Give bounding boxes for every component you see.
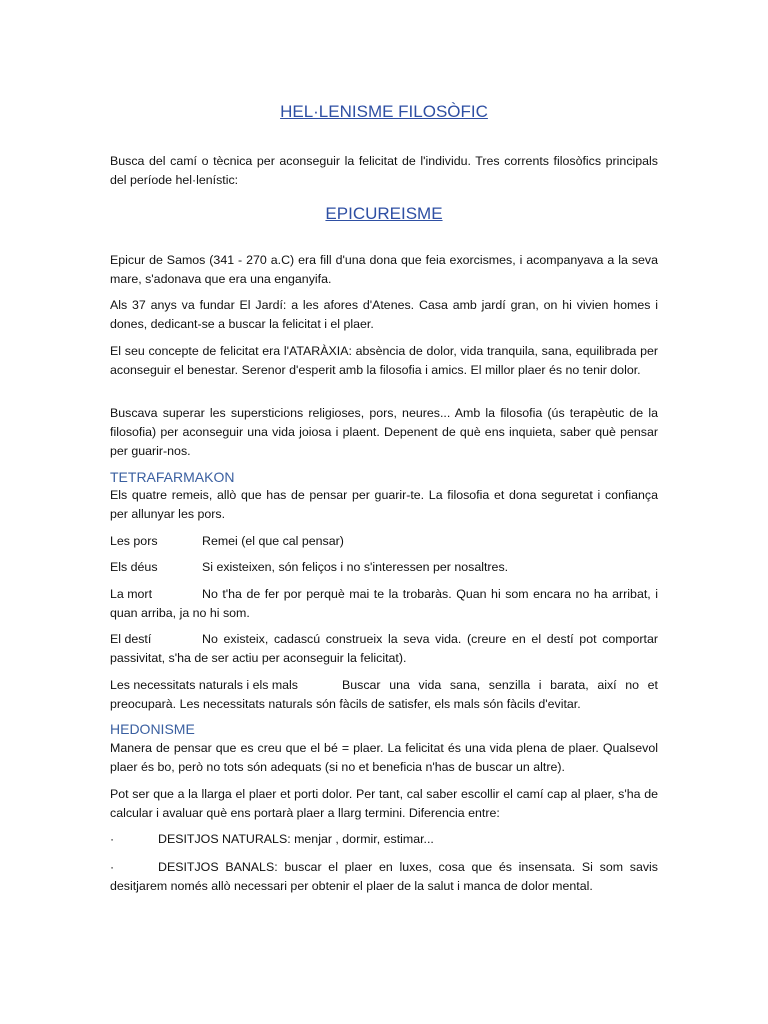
remedy-header-desc: Remei (el que cal pensar) [202,534,344,548]
bullet-marker: · [110,832,115,846]
tetrafarmakon-intro: Els quatre remeis, allò que has de pensar per guarir-te. La filosofia et dona seguretat i confiança per allunyar les pors. [110,488,658,521]
bullet-item [110,858,658,896]
bullet-item [110,830,658,849]
epicureisme-paragraph-2: Als 37 anys va fundar El Jardí: a les afores d'Atenes. Casa amb jardí gran, on hi vivien homes i dones, dedicant-se a buscar la felicitat i el plaer. [110,298,658,331]
remedy-term: Les necessitats naturals i els mals [110,678,299,692]
remedy-row [110,585,658,623]
epicureisme-heading: EPICUREISME [325,204,443,223]
remedy-term: La mort [110,587,153,601]
bullet-text: DESITJOS NATURALS: menjar , dormir, estimar... [158,832,434,846]
remedy-header-term: Les pors [110,534,158,548]
remedy-row [110,676,658,714]
epicureisme-paragraph-3: El seu concepte de felicitat era l'ATARÀXIA: absència de dolor, vida tranquila, sana, equilibrada per aconseguir el benestar. Serenor d'esperit amb la filosofia i amics. El millor plaer és no tenir dolor. [110,344,658,377]
remedy-term: El destí [110,632,152,646]
hedonisme-paragraph-2: Pot ser que a la llarga el plaer et porti dolor. Per tant, cal saber escollir el camí cap al plaer, s'ha de calcular i avaluar què ens portarà plaer a llarg termini. Diferencia entre: [110,787,658,820]
remedy-row [110,630,658,668]
hedonisme-heading: HEDONISME [110,721,195,737]
remedy-desc: No existeix, cadascú construeix la seva vida. (creure en el destí pot comportar passivitat, s'ha de ser actiu per aconseguir la felicitat). [110,632,658,665]
epicureisme-paragraph-4: Buscava superar les supersticions religioses, pors, neures... Amb la filosofia (ús terapèutic de la filosofia) per aconseguir una vida joiosa i plaent. Depenent de què ens inquieta, saber què pensar per guarir-nos. [110,406,658,458]
bullet-text: DESITJOS BANALS: buscar el plaer en luxes, cosa que és insensata. Si som savis desitjarem només allò necessari per obtenir el plaer de la salut i manca de dolor mental. [110,860,658,893]
document-title: HEL·LENISME FILOSÒFIC [280,102,488,121]
remedy-desc: Buscar una vida sana, senzilla i barata, així no et preocuparà. Les necessitats naturals són fàcils de satisfer, els mals són fàcils d'evitar. [110,678,658,711]
remedy-row [110,558,658,577]
document-page [110,0,658,1024]
remedy-desc: Si existeixen, són feliços i no s'interessen per nosaltres. [202,560,509,574]
hedonisme-paragraph-1: Manera de pensar que es creu que el bé = plaer. La felicitat és una vida plena de plaer. Qualsevol plaer és bo, però no tots són adequats (si no et beneficia n'has de buscar un altre). [110,741,658,774]
bullet-marker: · [110,860,115,874]
intro-paragraph: Busca del camí o tècnica per aconseguir la felicitat de l'individu. Tres corrents filosòfics principals del període hel·lenístic: [110,154,658,187]
remedy-header-row [110,532,658,551]
remedy-term: Els déus [110,560,158,574]
tetrafarmakon-heading: TETRAFARMAKON [110,469,235,485]
remedy-desc: No t'ha de fer por perquè mai te la trobaràs. Quan hi som encara no ha arribat, i quan arriba, ja no hi som. [110,587,658,620]
epicureisme-paragraph-1: Epicur de Samos (341 - 270 a.C) era fill d'una dona que feia exorcismes, i acompanyava a la seva mare, s'adonava que era una enganyifa. [110,253,658,286]
